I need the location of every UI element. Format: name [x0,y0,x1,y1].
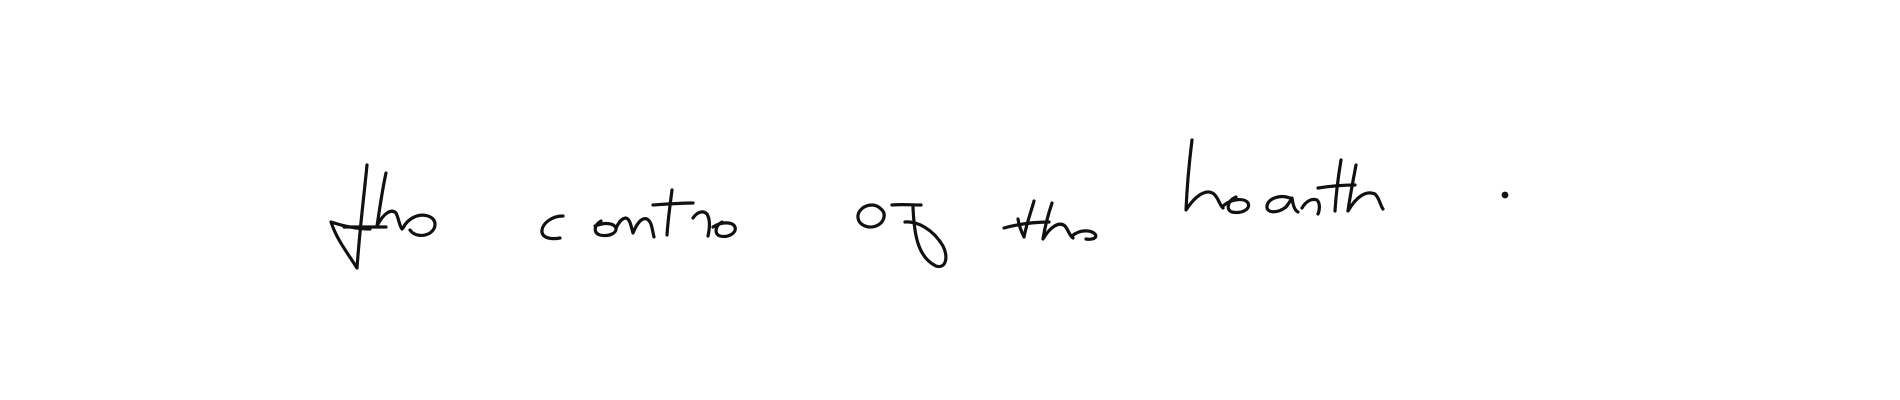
handwritten-word-the-1 [331,165,435,268]
handwritten-word-centre [542,190,735,239]
handwritten-word-hearth [1186,140,1508,214]
handwritten-word-of [858,205,946,267]
handwritten-word-the-2 [1004,201,1096,239]
handwritten-period [1502,192,1509,199]
